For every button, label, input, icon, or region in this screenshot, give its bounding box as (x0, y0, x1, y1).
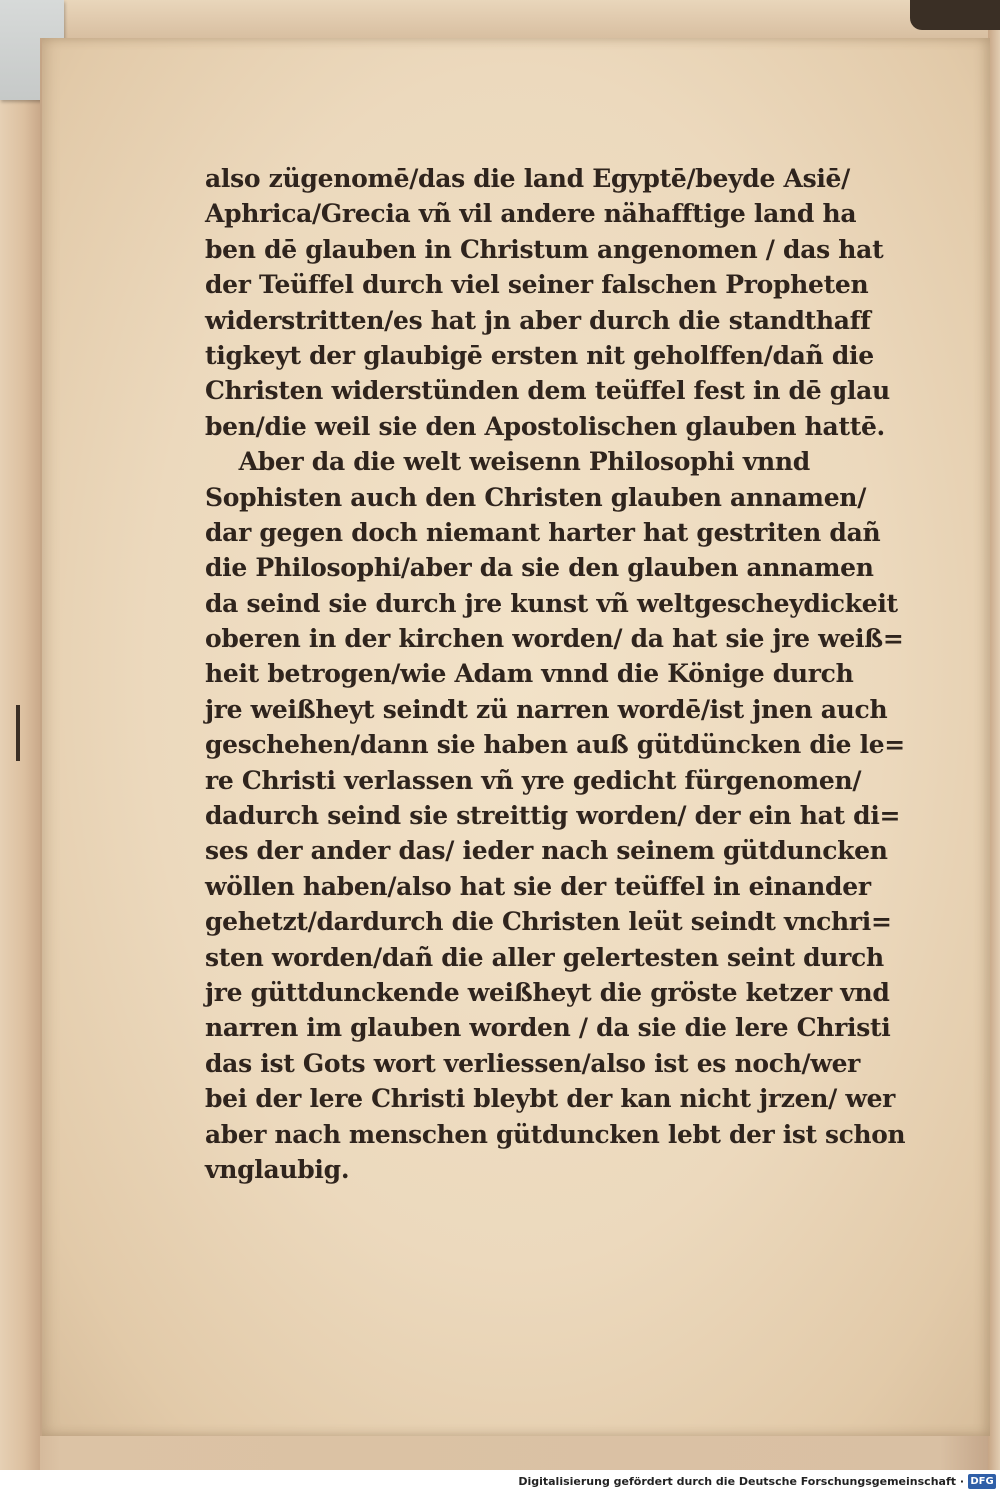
dfg-credit-text: Digitalisierung gefördert durch die Deutsche Forschungsgemeinschaft · (518, 1475, 964, 1488)
dark-corner (910, 0, 1000, 30)
binding-mark (16, 705, 20, 761)
text-line: der Teüffel durch viel seiner falschen Propheten (205, 270, 869, 300)
text-line: Christen widerstünden dem teüffel fest in dē glau (205, 376, 890, 406)
dfg-logo: DFG (968, 1474, 996, 1489)
text-line: also zügenomē/das die land Egyptē/beyde Asiē/ (205, 164, 850, 193)
text-line: sten worden/dañ die aller gelertesten seint durch (205, 942, 884, 972)
text-line: jre güttdunckende weißheyt die gröste ketzer vnd (205, 977, 890, 1007)
text-line: vnglaubig. (205, 1154, 350, 1184)
left-binding-edge (0, 0, 40, 1470)
text-line: die Philosophi/aber da sie den glauben annamen (205, 553, 874, 583)
text-line: Aber da die welt weisenn Philosophi vnnd (205, 447, 810, 477)
text-line: oberen in der kirchen worden/ da hat sie jre weiß= (205, 624, 904, 654)
text-line: tigkeyt der glaubigē ersten nit geholffen/dañ die (205, 340, 874, 370)
text-line: bei der lere Christi bleybt der kan nicht jrzen/ wer (205, 1084, 896, 1114)
text-line: ben/die weil sie den Apostolischen glauben hattē. (205, 411, 885, 441)
text-line: Aphrica/Grecia vñ vil andere nähafftige land ha (205, 199, 857, 229)
page-text-block (205, 161, 905, 1187)
text-line: aber nach menschen gütduncken lebt der ist schon (205, 1119, 906, 1149)
text-line: geschehen/dann sie haben auß gütdüncken die le= (205, 730, 905, 760)
text-line: narren im glauben worden / da sie die lere Christi (205, 1013, 891, 1043)
text-line: dar gegen doch niemant harter hat gestriten dañ (205, 517, 881, 547)
text-line: wöllen haben/also hat sie der teüffel in einander (205, 871, 871, 901)
text-line: jre weißheyt seindt zü narren wordē/ist jnen auch (205, 694, 888, 724)
top-page-edge (60, 0, 1000, 38)
text-line: gehetzt/dardurch die Christen leüt seindt vnchri= (205, 907, 892, 937)
text-line: das ist Gots wort verliessen/also ist es noch/wer (205, 1048, 861, 1078)
text-line: dadurch seind sie streittig worden/ der ein hat di= (205, 801, 901, 831)
text-line: ses der ander das/ ieder nach seinem gütduncken (205, 836, 888, 866)
text-line: da seind sie durch jre kunst vñ weltgescheydickeit (205, 588, 898, 618)
text-line: heit betrogen/wie Adam vnnd die Könige durch (205, 659, 854, 689)
text-line: Sophisten auch den Christen glauben annamen/ (205, 482, 867, 512)
footer-bar (0, 1470, 1000, 1496)
text-line: re Christi verlassen vñ yre gedicht fürgenomen/ (205, 765, 862, 795)
text-line: widerstritten/es hat jn aber durch die standthaff (205, 305, 871, 335)
text-line: ben dē glauben in Christum angenomen / das hat (205, 234, 884, 264)
